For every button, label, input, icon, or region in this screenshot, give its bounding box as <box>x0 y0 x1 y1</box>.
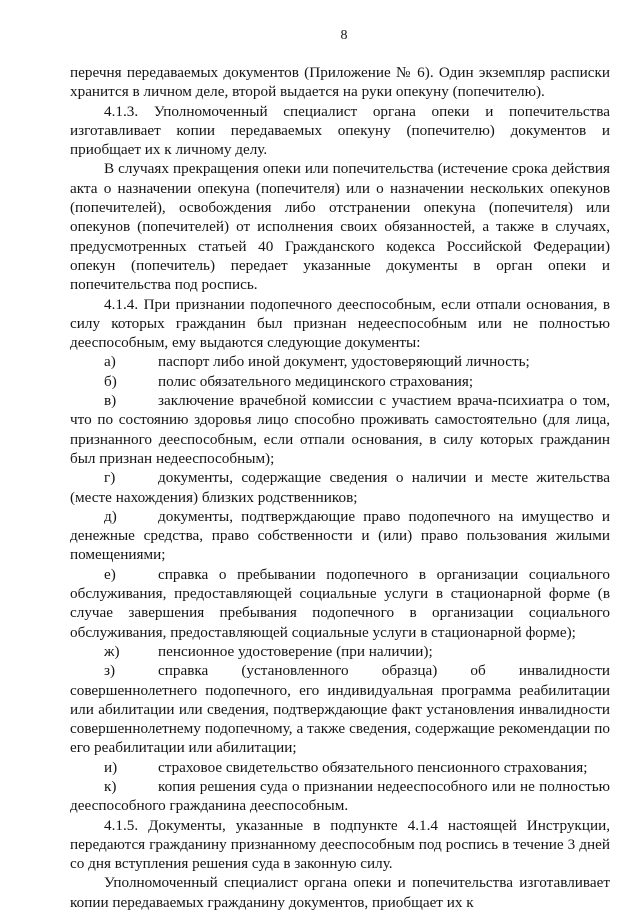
list-item <box>70 642 610 661</box>
list-item-letter: з) <box>104 662 116 680</box>
list-item-letter: е) <box>104 565 116 583</box>
list-item-text: справка о пребывании подопечного в организации социального обслуживания, предоставляющей социальные услуги в стационарной форме (в случае завершения пребывания подопечного в организации социального обслуживания, предоставляющей социальные услуги в стационарной форме); <box>70 565 610 641</box>
list-item-text: документы, подтверждающие право подопечного на имущество и денежные средства, право собственности и (или) право пользования жилыми помещениями; <box>70 507 610 564</box>
paragraph: 4.1.4. При признании подопечного дееспособным, если отпали основания, в силу которых гражданин был признан недееспособным или не полностью дееспособным, ему выдаются следующие документы: <box>70 295 610 352</box>
list-item <box>70 758 610 777</box>
list-item-text: страховое свидетельство обязательного пенсионного страхования; <box>158 758 588 776</box>
document-body <box>70 63 610 912</box>
list-item <box>70 391 610 468</box>
list-item-letter: д) <box>104 507 117 525</box>
paragraph: 4.1.5. Документы, указанные в подпункте 4.1.4 настоящей Инструкции, передаются гражданину признанному дееспособным под роспись в течение 3 дней со дня вступления решения суда в законную силу. <box>70 816 610 873</box>
page-number: 8 <box>340 28 348 43</box>
list-item <box>70 777 610 816</box>
list-item-letter: ж) <box>104 642 120 660</box>
list-item-text: паспорт либо иной документ, удостоверяющий личность; <box>158 353 530 371</box>
list-item-text: полис обязательного медицинского страхования; <box>158 372 474 390</box>
paragraph: Уполномоченный специалист органа опеки и попечительства изготавливает копии передаваемых гражданину документов, приобщает их к <box>70 874 610 911</box>
list-item-text: копия решения суда о признании недееспособного или не полностью дееспособного гражданина дееспособным. <box>70 777 610 815</box>
list-item-letter: и) <box>104 758 118 776</box>
list-item-letter: б) <box>104 372 117 390</box>
list-item-letter: а) <box>104 353 116 371</box>
paragraph: 4.1.3. Уполномоченный специалист органа опеки и попечительства изготавливает копии передаваемых опекуну (попечителю) документов и приобщает их к личному делу. <box>70 102 610 159</box>
list-item-text: заключение врачебной комиссии с участием врача-психиатра о том, что по состоянию здоровья лицо способно проживать самостоятельно (для лица, признанного дееспособным, если отпали основания, в силу которых гражданин был признан недееспособным); <box>70 392 610 467</box>
list-item-text: документы, содержащие сведения о наличии и месте жительства (месте нахождения) близких родственников; <box>70 469 610 506</box>
list-item <box>70 468 610 507</box>
list-item <box>70 352 610 371</box>
list-item <box>70 565 610 642</box>
list-item <box>70 372 610 391</box>
list-item <box>70 507 610 565</box>
paragraph: перечня передаваемых документов (Приложение № 6). Один экземпляр расписки хранится в личном деле, второй выдается на руки опекуну (попечителю). <box>70 64 610 101</box>
list-item <box>70 661 610 757</box>
list-item-text: пенсионное удостоверение (при наличии); <box>158 642 433 660</box>
paragraph: В случаях прекращения опеки или попечительства (истечение срока действия акта о назначении опекуна (попечителя) или о назначении нескольких опекунов (попечителей), освобождения либо отстранении опекуна (попечителя) или опекунов (попечителей) от исполнения своих обязанностей, а также в случаях, предусмотренных статьей 40 Гражданского кодекса Российской Федерации) опекун (попечитель) передает указанные документы в орган опеки и попечительства под роспись. <box>70 160 610 294</box>
list-item-text: справка (установленного образца) об инвалидности совершеннолетнего подопечного, его индивидуальная программа реабилитации или абилитации или сведения, подтверждающие факт установления инвалидности совершеннолетнему подопечному, а также сведения, содержащие рекомендации по его реабилитации или абилитации; <box>70 662 610 757</box>
list-item-letter: к) <box>104 777 117 795</box>
list-item-letter: г) <box>104 469 116 487</box>
list-item-letter: в) <box>104 392 117 410</box>
